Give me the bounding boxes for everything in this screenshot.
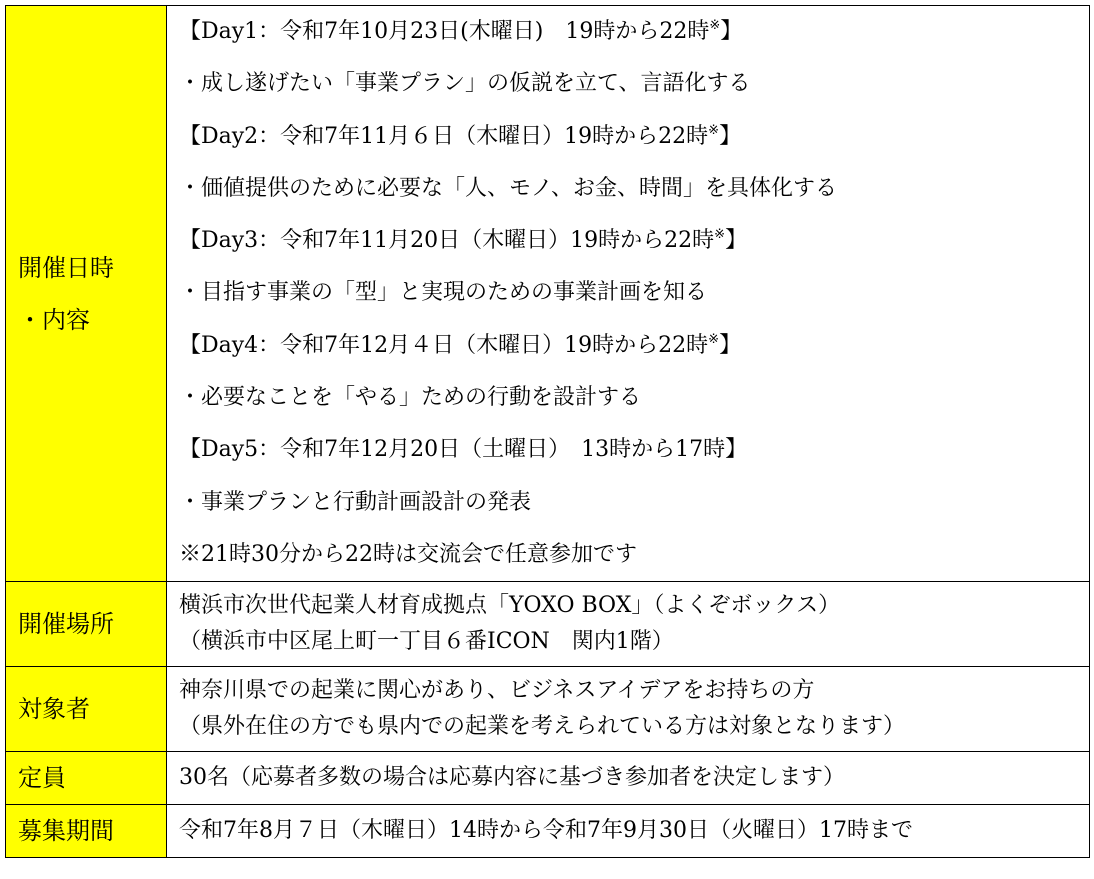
target-row: [6, 667, 1090, 752]
schedule-line: ・目指す事業の「型」と実現のための事業計画を知る: [179, 280, 708, 306]
schedule-line: 【Day1：令和7年10月23日(木曜日) 19時から22時※】: [179, 18, 743, 44]
row-header-schedule: [6, 6, 167, 582]
header-line: ・内容: [18, 305, 90, 334]
schedule-line: 【Day3：令和7年11月20日（木曜日）19時から22時※】: [179, 227, 748, 254]
period-content: [167, 805, 1090, 858]
capacity-content: [167, 752, 1090, 805]
venue-line: （横浜市中区尾上町一丁目６番ICON 関内1階）: [179, 629, 674, 655]
schedule-note: ※21時30分から22時は交流会で任意参加です: [179, 541, 637, 567]
note-mark: ※: [714, 227, 726, 243]
header-line: 開催場所: [18, 610, 114, 639]
header-line: 開催日時: [18, 253, 114, 282]
schedule-row: [6, 6, 1090, 582]
header-line: 募集期間: [18, 817, 114, 846]
row-header-capacity: [6, 752, 167, 805]
header-line: 対象者: [18, 695, 90, 724]
period-row: [6, 805, 1090, 858]
row-header-venue: [6, 582, 167, 667]
venue-line: 横浜市次世代起業人材育成拠点「YOXO BOX」（よくぞボックス）: [179, 593, 841, 619]
note-mark: ※: [708, 331, 720, 347]
schedule-line: ・成し遂げたい「事業プラン」の仮説を立て、言語化する: [179, 71, 751, 97]
note-mark: ※: [708, 122, 720, 138]
period-line: 令和7年8月７日（木曜日）14時から令和7年9月30日（火曜日）17時まで: [179, 818, 913, 844]
target-content: [167, 667, 1090, 752]
row-header-target: [6, 667, 167, 752]
venue-content: [167, 582, 1090, 667]
schedule-content: [167, 6, 1090, 582]
schedule-line: 【Day4：令和7年12月４日（木曜日）19時から22時※】: [179, 331, 742, 358]
schedule-line: 【Day2：令和7年11月６日（木曜日）19時から22時※】: [179, 122, 742, 149]
schedule-line: ・事業プランと行動計画設計の発表: [179, 489, 532, 515]
schedule-line: 【Day5：令和7年12月20日（土曜日） 13時から17時】: [179, 437, 748, 463]
row-header-period: [6, 805, 167, 858]
target-line: （県外在住の方でも県内での起業を考えられている方は対象となります）: [179, 714, 906, 740]
event-info-table: [5, 5, 1090, 858]
header-line: 定員: [18, 764, 66, 793]
capacity-row: [6, 752, 1090, 805]
capacity-line: 30名（応募者多数の場合は応募内容に基づき参加者を決定します）: [179, 765, 845, 791]
schedule-line: ・必要なことを「やる」ための行動を設計する: [179, 385, 642, 411]
schedule-line: ・価値提供のために必要な「人、モノ、お金、時間」を具体化する: [179, 175, 838, 201]
venue-row: [6, 582, 1090, 667]
note-mark: ※: [709, 18, 721, 33]
target-line: 神奈川県での起業に関心があり、ビジネスアイデアをお持ちの方: [179, 678, 815, 704]
